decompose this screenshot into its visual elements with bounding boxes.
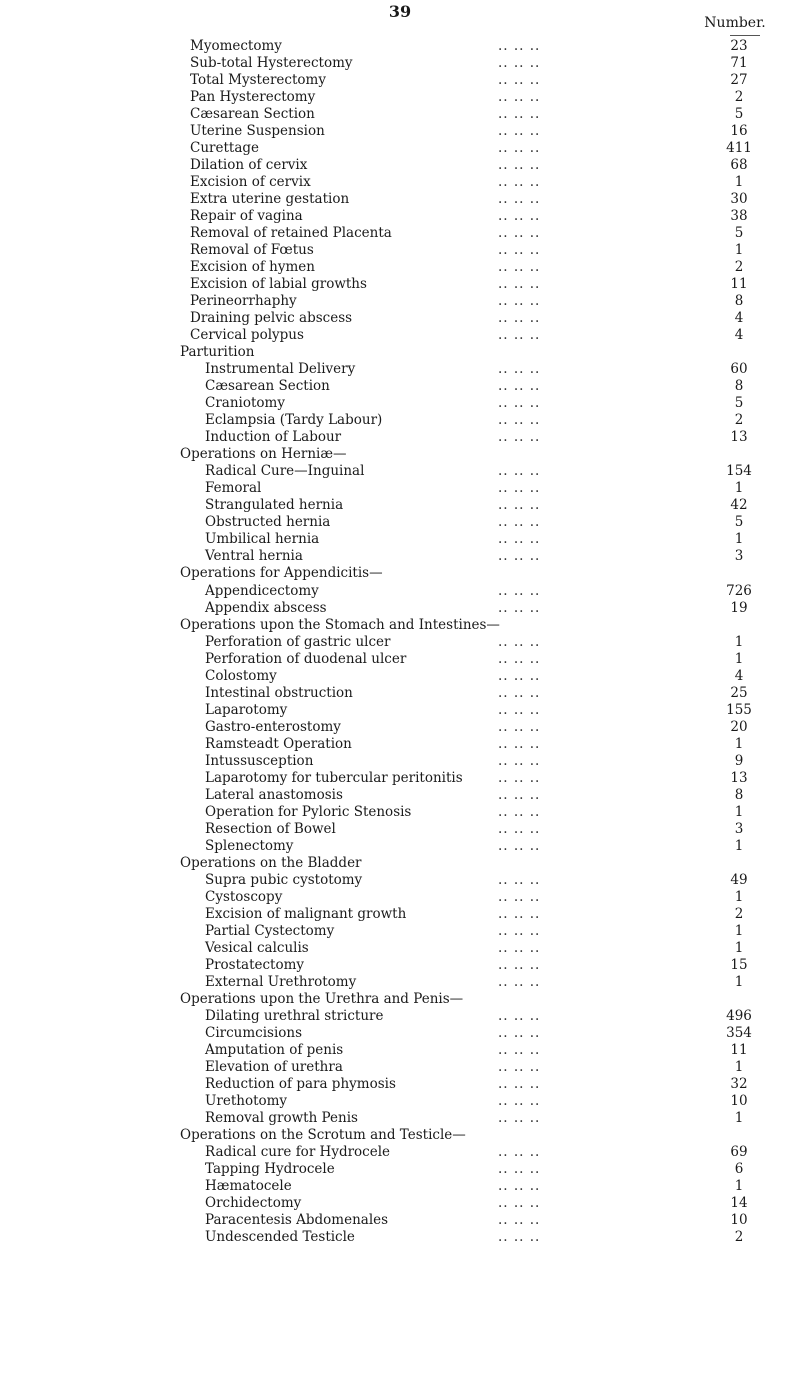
operation-count: 1 [734, 939, 744, 956]
operation-row [0, 276, 800, 293]
operation-name: Craniotomy [205, 395, 285, 412]
operation-name: Laparotomy for tubercular peritonitis [205, 769, 463, 786]
operation-count: 496 [726, 1007, 752, 1024]
leader-dots: .. .. .. [498, 1092, 541, 1109]
operation-row [0, 1178, 800, 1195]
operation-name: Ramsteadt Operation [205, 735, 352, 752]
leader-dots: .. .. .. [498, 378, 541, 395]
operation-count: 411 [726, 140, 752, 157]
operation-count: 4 [734, 310, 744, 327]
operation-count: 23 [730, 38, 748, 54]
operation-row [0, 208, 800, 225]
operation-row [0, 1144, 800, 1161]
operation-name: Repair of vagina [190, 208, 303, 225]
leader-dots: .. .. .. [498, 752, 541, 769]
leader-dots: .. .. .. [498, 803, 541, 820]
operation-row [0, 838, 800, 855]
operation-row [0, 242, 800, 259]
leader-dots: .. .. .. [498, 939, 541, 956]
operation-name: Elevation of urethra [205, 1058, 343, 1075]
leader-dots: .. .. .. [498, 123, 541, 140]
operation-name: Supra pubic cystotomy [205, 871, 363, 888]
operation-row [0, 889, 800, 906]
operation-count: 68 [730, 157, 748, 174]
operation-name: Undescended Testicle [205, 1229, 355, 1246]
leader-dots: .. .. .. [498, 463, 541, 480]
column-header-rule [730, 35, 760, 36]
operation-row [0, 821, 800, 838]
operation-count: 2 [734, 412, 744, 429]
operation-count: 42 [730, 497, 748, 514]
operation-row [0, 412, 800, 429]
operation-row [0, 548, 800, 565]
operation-count: 11 [730, 276, 748, 293]
operation-row [0, 1042, 800, 1059]
operation-row [0, 1008, 800, 1025]
operation-count: 8 [734, 378, 744, 395]
operation-count: 1 [734, 242, 744, 259]
operation-name: Induction of Labour [205, 429, 342, 446]
operation-name: Instrumental Delivery [205, 361, 356, 378]
operation-name: Appendix abscess [205, 599, 327, 616]
operation-count: 25 [730, 684, 748, 701]
section-heading: Operations for Appendicitis— [180, 565, 383, 582]
operation-count: 3 [734, 820, 744, 837]
operation-row [0, 378, 800, 395]
operation-count: 5 [734, 106, 744, 123]
leader-dots: .. .. .. [498, 786, 541, 803]
section-heading-row [0, 617, 800, 634]
operation-row [0, 55, 800, 72]
leader-dots: .. .. .. [498, 718, 541, 735]
operation-row [0, 259, 800, 276]
operation-row [0, 497, 800, 514]
leader-dots: .. .. .. [498, 701, 541, 718]
operation-name: Extra uterine gestation [190, 191, 350, 208]
operation-count: 13 [730, 769, 748, 786]
leader-dots: .. .. .. [498, 633, 541, 650]
operation-row [0, 906, 800, 923]
operation-row [0, 225, 800, 242]
operation-count: 38 [730, 208, 748, 225]
operation-count: 15 [730, 956, 748, 973]
leader-dots: .. .. .. [498, 480, 541, 497]
operation-row [0, 327, 800, 344]
operation-count: 1 [734, 837, 744, 854]
operation-count: 1 [734, 633, 744, 650]
operation-count: 8 [734, 293, 744, 310]
leader-dots: .. .. .. [498, 956, 541, 973]
operation-name: Urethotomy [205, 1092, 288, 1109]
leader-dots: .. .. .. [498, 208, 541, 225]
leader-dots: .. .. .. [498, 293, 541, 310]
operation-count: 14 [730, 1195, 748, 1212]
number-column-header: Number. [704, 15, 766, 31]
operation-count: 155 [726, 701, 752, 718]
section-heading: Operations on Herniæ— [180, 446, 347, 463]
operation-row [0, 634, 800, 651]
operation-count: 1 [734, 650, 744, 667]
operation-count: 354 [726, 1024, 752, 1041]
operation-count: 154 [726, 463, 752, 480]
operation-count: 30 [730, 191, 748, 208]
operation-name: Colostomy [205, 667, 277, 684]
leader-dots: .. .. .. [498, 1075, 541, 1092]
operation-name: Removal of retained Placenta [190, 225, 392, 242]
operation-name: Vesical calculis [205, 939, 309, 956]
operation-name: Excision of malignant growth [205, 905, 407, 922]
operation-row [0, 1093, 800, 1110]
leader-dots: .. .. .. [498, 259, 541, 276]
leader-dots: .. .. .. [498, 327, 541, 344]
operation-name: Excision of hymen [190, 259, 315, 276]
operation-name: Laparotomy [205, 701, 288, 718]
operation-row [0, 174, 800, 191]
operation-row [0, 787, 800, 804]
leader-dots: .. .. .. [498, 497, 541, 514]
operation-count: 2 [734, 905, 744, 922]
leader-dots: .. .. .. [498, 55, 541, 72]
operation-count: 5 [734, 225, 744, 242]
operation-row [0, 361, 800, 378]
operation-count: 4 [734, 327, 744, 344]
operation-count: 69 [730, 1144, 748, 1161]
operation-count: 19 [730, 599, 748, 616]
operation-count: 9 [734, 752, 744, 769]
leader-dots: .. .. .. [498, 276, 541, 293]
operation-name: Cæsarean Section [190, 106, 315, 123]
operation-row [0, 1212, 800, 1229]
leader-dots: .. .. .. [498, 735, 541, 752]
operation-name: Radical Cure—Inguinal [205, 463, 365, 480]
operation-count: 2 [734, 1229, 744, 1246]
operation-name: Resection of Bowel [205, 820, 336, 837]
leader-dots: .. .. .. [498, 429, 541, 446]
section-heading: Operations upon the Urethra and Penis— [180, 990, 464, 1007]
leader-dots: .. .. .. [498, 514, 541, 531]
leader-dots: .. .. .. [498, 38, 541, 54]
operation-count: 8 [734, 786, 744, 803]
operation-name: Femoral [205, 480, 262, 497]
operation-count: 27 [730, 72, 748, 89]
leader-dots: .. .. .. [498, 395, 541, 412]
leader-dots: .. .. .. [498, 191, 541, 208]
leader-dots: .. .. .. [498, 1058, 541, 1075]
operation-count: 1 [734, 973, 744, 990]
operation-row [0, 1076, 800, 1093]
leader-dots: .. .. .. [498, 1144, 541, 1161]
operation-count: 10 [730, 1212, 748, 1229]
operation-name: Ventral hernia [205, 548, 303, 565]
operations-table [0, 38, 800, 1246]
leader-dots: .. .. .. [498, 89, 541, 106]
section-heading: Operations on the Scrotum and Testicle— [180, 1127, 466, 1143]
operation-name: Excision of labial growths [190, 276, 367, 293]
operation-row [0, 1110, 800, 1127]
operation-count: 6 [734, 1161, 744, 1178]
operation-name: Strangulated hernia [205, 497, 344, 514]
operation-row [0, 514, 800, 531]
operation-name: Appendicectomy [205, 582, 319, 599]
page-number: 39 [388, 2, 412, 21]
operation-count: 1 [734, 735, 744, 752]
section-heading: Operations on the Bladder [180, 854, 362, 871]
leader-dots: .. .. .. [498, 684, 541, 701]
operation-name: Hæmatocele [205, 1178, 292, 1195]
operation-row [0, 531, 800, 548]
operation-row [0, 429, 800, 446]
operation-row [0, 1195, 800, 1212]
section-heading-row [0, 344, 800, 361]
operation-count: 1 [734, 922, 744, 939]
section-heading-row [0, 446, 800, 463]
leader-dots: .. .. .. [498, 973, 541, 990]
operation-row [0, 1161, 800, 1178]
operation-name: Excision of cervix [190, 174, 311, 191]
operation-row [0, 957, 800, 974]
operation-name: Circumcisions [205, 1024, 303, 1041]
operation-name: Tapping Hydrocele [205, 1161, 335, 1178]
operation-row [0, 89, 800, 106]
operation-row [0, 140, 800, 157]
operation-name: Obstructed hernia [205, 514, 331, 531]
operation-row [0, 1059, 800, 1076]
operation-name: Paracentesis Abdomenales [205, 1212, 389, 1229]
operation-row [0, 736, 800, 753]
operation-count: 726 [726, 582, 752, 599]
leader-dots: .. .. .. [498, 837, 541, 854]
operation-row [0, 1025, 800, 1042]
operation-row [0, 293, 800, 310]
operation-row [0, 668, 800, 685]
operation-name: Intussusception [205, 752, 314, 769]
operation-name: Intestinal obstruction [205, 684, 353, 701]
operation-row [0, 72, 800, 89]
leader-dots: .. .. .. [498, 1024, 541, 1041]
operation-row [0, 191, 800, 208]
leader-dots: .. .. .. [498, 1178, 541, 1195]
operation-name: Dilation of cervix [190, 157, 308, 174]
operation-name: Removal growth Penis [205, 1109, 358, 1126]
operation-row [0, 753, 800, 770]
leader-dots: .. .. .. [498, 650, 541, 667]
operation-row [0, 651, 800, 668]
operation-row [0, 872, 800, 889]
leader-dots: .. .. .. [498, 888, 541, 905]
operation-name: Orchidectomy [205, 1195, 302, 1212]
operation-count: 1 [734, 531, 744, 548]
section-heading: Parturition [180, 344, 255, 361]
operation-count: 71 [730, 55, 748, 72]
section-heading: Operations upon the Stomach and Intestines— [180, 616, 500, 633]
operation-row [0, 123, 800, 140]
section-heading-row [0, 1127, 800, 1144]
operation-count: 1 [734, 888, 744, 905]
operation-row [0, 600, 800, 617]
leader-dots: .. .. .. [498, 1161, 541, 1178]
operation-count: 11 [730, 1041, 748, 1058]
operation-name: Prostatectomy [205, 956, 305, 973]
leader-dots: .. .. .. [498, 871, 541, 888]
operation-count: 20 [730, 718, 748, 735]
operation-row [0, 106, 800, 123]
operation-count: 1 [734, 1058, 744, 1075]
operation-name: Gastro-enterostomy [205, 718, 341, 735]
operation-row [0, 923, 800, 940]
operation-name: Umbilical hernia [205, 531, 320, 548]
leader-dots: .. .. .. [498, 157, 541, 174]
operation-count: 49 [730, 871, 748, 888]
operation-name: Sub-total Hysterectomy [190, 55, 353, 72]
leader-dots: .. .. .. [498, 548, 541, 565]
leader-dots: .. .. .. [498, 242, 541, 259]
operation-name: Reduction of para phymosis [205, 1075, 396, 1092]
operation-row [0, 38, 800, 55]
operation-name: Uterine Suspension [190, 123, 325, 140]
operation-count: 10 [730, 1092, 748, 1109]
operation-name: Partial Cystectomy [205, 922, 335, 939]
operation-name: Operation for Pyloric Stenosis [205, 803, 412, 820]
operation-count: 1 [734, 1109, 744, 1126]
operation-row [0, 770, 800, 787]
leader-dots: .. .. .. [498, 174, 541, 191]
operation-row [0, 310, 800, 327]
leader-dots: .. .. .. [498, 531, 541, 548]
operation-count: 2 [734, 259, 744, 276]
operation-name: Eclampsia (Tardy Labour) [205, 412, 383, 429]
leader-dots: .. .. .. [498, 106, 541, 123]
operation-name: Lateral anastomosis [205, 786, 343, 803]
operation-count: 16 [730, 123, 748, 140]
leader-dots: .. .. .. [498, 1041, 541, 1058]
operation-count: 32 [730, 1075, 748, 1092]
operation-row [0, 157, 800, 174]
leader-dots: .. .. .. [498, 1212, 541, 1229]
operation-count: 3 [734, 548, 744, 565]
operation-name: Cystoscopy [205, 888, 283, 905]
operation-count: 60 [730, 361, 748, 378]
operation-row [0, 940, 800, 957]
operation-row [0, 702, 800, 719]
operation-row [0, 974, 800, 991]
operation-count: 5 [734, 395, 744, 412]
operation-row [0, 685, 800, 702]
operation-count: 4 [734, 667, 744, 684]
leader-dots: .. .. .. [498, 905, 541, 922]
leader-dots: .. .. .. [498, 361, 541, 378]
leader-dots: .. .. .. [498, 1229, 541, 1246]
operation-name: Dilating urethral stricture [205, 1007, 384, 1024]
operation-name: Perforation of gastric ulcer [205, 633, 391, 650]
operation-count: 1 [734, 480, 744, 497]
operation-row [0, 719, 800, 736]
operation-count: 1 [734, 803, 744, 820]
leader-dots: .. .. .. [498, 412, 541, 429]
leader-dots: .. .. .. [498, 72, 541, 89]
leader-dots: .. .. .. [498, 582, 541, 599]
operation-name: Amputation of penis [205, 1041, 344, 1058]
leader-dots: .. .. .. [498, 310, 541, 327]
operation-name: Radical cure for Hydrocele [205, 1144, 391, 1161]
leader-dots: .. .. .. [498, 225, 541, 242]
operation-row [0, 583, 800, 600]
section-heading-row [0, 565, 800, 582]
leader-dots: .. .. .. [498, 820, 541, 837]
operation-name: External Urethrotomy [205, 973, 357, 990]
operation-name: Cæsarean Section [205, 378, 330, 395]
leader-dots: .. .. .. [498, 1007, 541, 1024]
operation-count: 2 [734, 89, 744, 106]
section-heading-row [0, 855, 800, 872]
operation-row [0, 463, 800, 480]
operation-name: Draining pelvic abscess [190, 310, 353, 327]
operation-count: 1 [734, 1178, 744, 1195]
leader-dots: .. .. .. [498, 769, 541, 786]
operation-name: Total Mysterectomy [190, 72, 326, 89]
operation-name: Splenectomy [205, 837, 294, 854]
operation-name: Pan Hysterectomy [190, 89, 316, 106]
operation-name: Removal of Fœtus [190, 242, 314, 259]
leader-dots: .. .. .. [498, 140, 541, 157]
operation-count: 13 [730, 429, 748, 446]
operation-name: Myomectomy [190, 38, 282, 54]
operation-name: Perineorrhaphy [190, 293, 297, 310]
leader-dots: .. .. .. [498, 599, 541, 616]
section-heading-row [0, 991, 800, 1008]
leader-dots: .. .. .. [498, 1195, 541, 1212]
operation-name: Curettage [190, 140, 259, 157]
leader-dots: .. .. .. [498, 922, 541, 939]
operation-row [0, 480, 800, 497]
operation-count: 5 [734, 514, 744, 531]
operation-name: Cervical polypus [190, 327, 304, 344]
operation-row [0, 1229, 800, 1246]
operation-name: Perforation of duodenal ulcer [205, 650, 407, 667]
operation-count: 1 [734, 174, 744, 191]
operation-row [0, 395, 800, 412]
operation-row [0, 804, 800, 821]
leader-dots: .. .. .. [498, 667, 541, 684]
leader-dots: .. .. .. [498, 1109, 541, 1126]
